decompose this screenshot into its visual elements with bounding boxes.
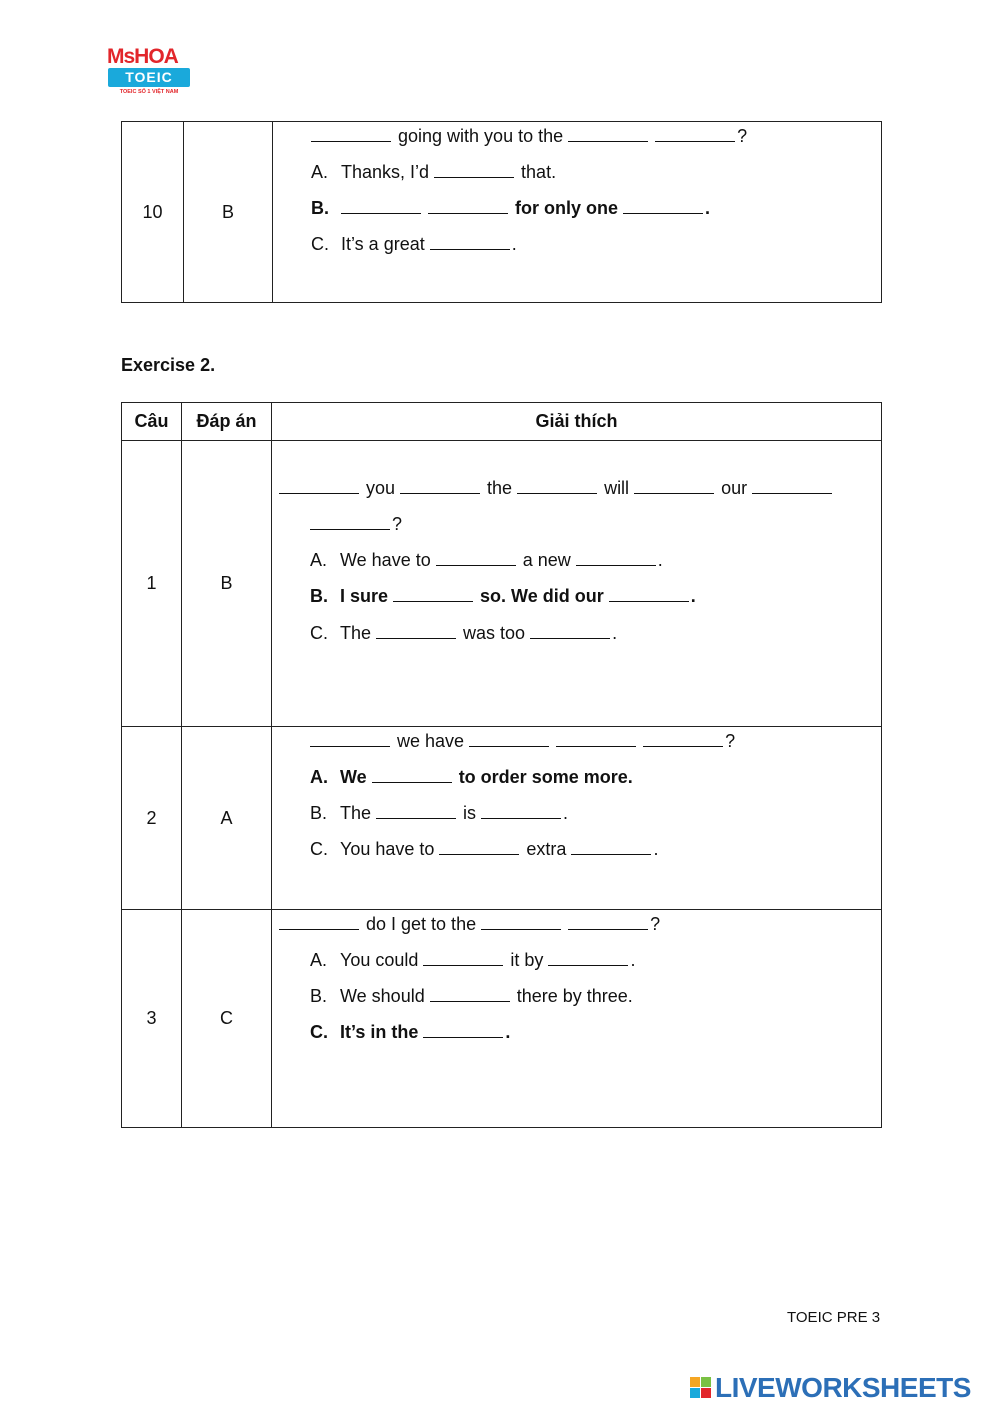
blank[interactable] xyxy=(423,951,503,966)
header-explanation: Giải thích xyxy=(272,403,882,441)
question-line-continued: ? xyxy=(310,513,402,535)
option-a-correct: A. We to order some more. xyxy=(310,767,633,787)
table-row xyxy=(122,122,882,303)
answer-table-2 xyxy=(121,402,882,1128)
blank[interactable] xyxy=(571,840,651,855)
option-a: A. Thanks, I’d that. xyxy=(311,162,557,182)
answer-key: B xyxy=(182,441,272,727)
blank[interactable] xyxy=(279,915,359,930)
blank[interactable] xyxy=(376,804,456,819)
blank[interactable] xyxy=(400,479,480,494)
question-line: you the will our xyxy=(279,477,834,499)
question-number: 3 xyxy=(122,910,182,1128)
explanation-cell xyxy=(272,727,882,910)
blank[interactable] xyxy=(576,551,656,566)
answer-key: C xyxy=(182,910,272,1128)
liveworksheets-icon xyxy=(690,1377,712,1399)
blank[interactable] xyxy=(568,915,648,930)
table-row xyxy=(122,441,882,727)
blank[interactable] xyxy=(634,479,714,494)
answer-key: B xyxy=(184,122,273,303)
exercise-title: Exercise 2. xyxy=(121,355,216,375)
blank[interactable] xyxy=(643,732,723,747)
table-row xyxy=(122,727,882,910)
watermark-text: LIVEWORKSHEETS xyxy=(715,1372,971,1403)
option-b: B. We should there by three. xyxy=(310,986,633,1006)
blank[interactable] xyxy=(517,479,597,494)
question-number: 10 xyxy=(122,122,184,303)
question-number: 1 xyxy=(122,441,182,727)
brand-logo xyxy=(107,46,193,100)
blank[interactable] xyxy=(556,732,636,747)
question-number: 2 xyxy=(122,727,182,910)
explanation-cell xyxy=(272,910,882,1128)
option-a: A. You could it by . xyxy=(310,950,636,970)
table-header-row xyxy=(122,403,882,441)
question-line: going with you to the ? xyxy=(311,125,747,147)
logo-product-text: TOEIC xyxy=(125,69,173,85)
explanation-cell xyxy=(273,122,882,303)
page-footer-label: TOEIC PRE 3 xyxy=(787,1309,881,1326)
blank[interactable] xyxy=(530,624,610,639)
blank[interactable] xyxy=(609,587,689,602)
answer-key: A xyxy=(182,727,272,910)
blank[interactable] xyxy=(469,732,549,747)
option-b-correct: B. for only one . xyxy=(311,198,711,218)
blank[interactable] xyxy=(430,987,510,1002)
blank[interactable] xyxy=(436,551,516,566)
blank[interactable] xyxy=(428,199,508,214)
blank[interactable] xyxy=(372,768,452,783)
blank[interactable] xyxy=(423,1023,503,1038)
option-c: C. You have to extra . xyxy=(310,839,659,859)
blank[interactable] xyxy=(623,199,703,214)
option-b-correct: B. I sure so. We did our . xyxy=(310,586,696,606)
blank[interactable] xyxy=(393,587,473,602)
blank[interactable] xyxy=(548,951,628,966)
question-line: do I get to the ? xyxy=(279,913,660,935)
blank[interactable] xyxy=(655,127,735,142)
blank[interactable] xyxy=(341,199,421,214)
header-question: Câu xyxy=(122,403,182,441)
option-b: B. The is . xyxy=(310,803,569,823)
blank[interactable] xyxy=(310,732,390,747)
option-c: C. It’s a great . xyxy=(311,234,517,254)
logo-brand-text: MsHOA xyxy=(107,45,178,68)
blank[interactable] xyxy=(430,235,510,250)
logo-tagline: TOEIC SỐ 1 VIỆT NAM xyxy=(119,89,179,95)
blank[interactable] xyxy=(376,624,456,639)
blank[interactable] xyxy=(439,840,519,855)
option-a: A. We have to a new . xyxy=(310,550,663,570)
blank[interactable] xyxy=(311,127,391,142)
option-c-correct: C. It’s in the . xyxy=(310,1022,511,1042)
blank[interactable] xyxy=(481,804,561,819)
blank[interactable] xyxy=(481,915,561,930)
header-answer: Đáp án xyxy=(182,403,272,441)
blank[interactable] xyxy=(310,515,390,530)
option-c: C. The was too . xyxy=(310,623,618,643)
question-line: we have ? xyxy=(310,730,735,752)
blank[interactable] xyxy=(752,479,832,494)
explanation-cell xyxy=(272,441,882,727)
blank[interactable] xyxy=(568,127,648,142)
blank[interactable] xyxy=(434,163,514,178)
table-row xyxy=(122,910,882,1128)
answer-table-1 xyxy=(121,121,882,303)
blank[interactable] xyxy=(279,479,359,494)
